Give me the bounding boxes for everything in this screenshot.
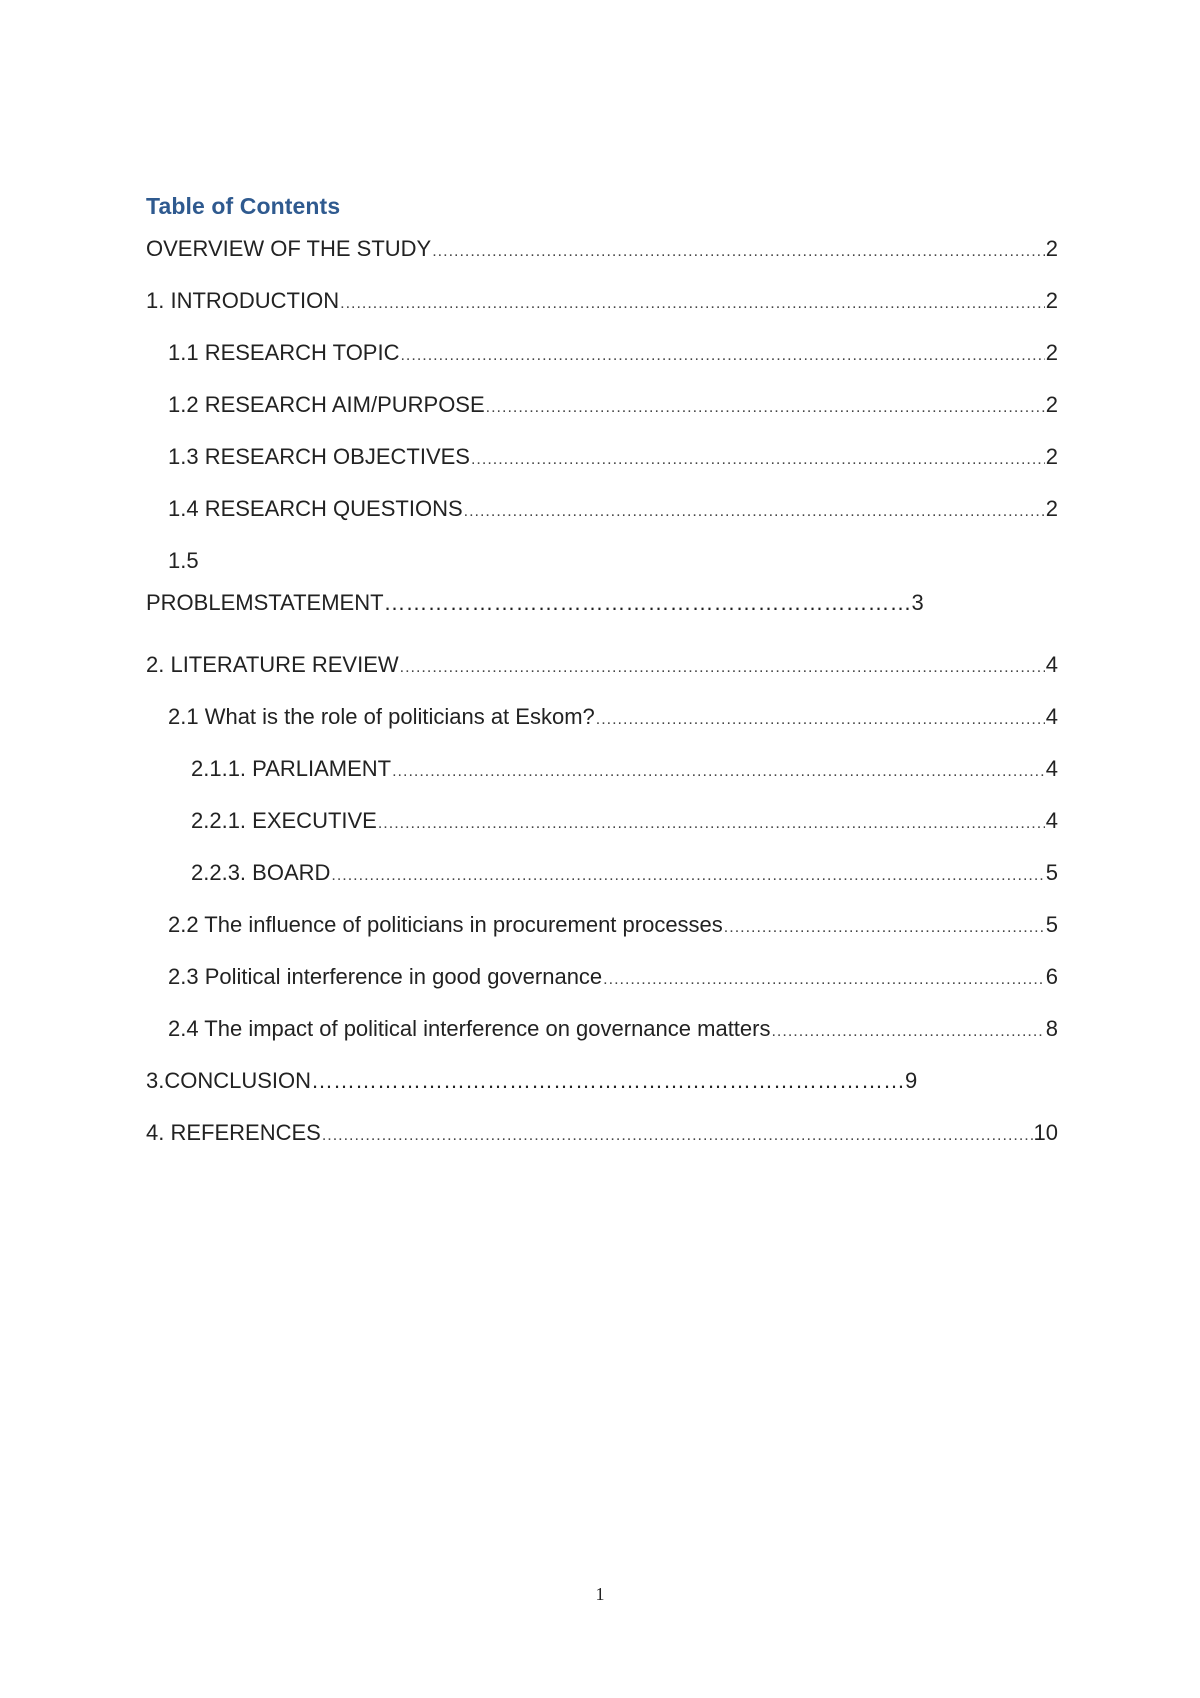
toc-entry-title: 2. LITERATURE REVIEW bbox=[146, 652, 399, 677]
toc-entry-page: 4 bbox=[1045, 652, 1058, 677]
toc-entry-title: 1.3 RESEARCH OBJECTIVES bbox=[168, 444, 470, 469]
toc-entry-page: 2 bbox=[1045, 236, 1058, 261]
toc-entry-page: 4 bbox=[1045, 756, 1058, 781]
toc-entry-research-aim[interactable] bbox=[168, 390, 1058, 420]
toc-entry-problem-statement[interactable]: PROBLEMSTATEMENT………………………………………………………………3 bbox=[146, 590, 924, 615]
toc-entry-research-topic[interactable] bbox=[168, 338, 1058, 368]
toc-entry-political-interference[interactable] bbox=[168, 962, 1058, 992]
toc-entry-page: 2 bbox=[1045, 392, 1058, 417]
toc-entry-page: 8 bbox=[1045, 1016, 1058, 1041]
toc-entry-introduction[interactable] bbox=[146, 286, 1058, 316]
dot-leader bbox=[400, 341, 1044, 371]
toc-entry-title: 1.2 RESEARCH AIM/PURPOSE bbox=[168, 392, 485, 417]
toc-entry-page: 6 bbox=[1045, 964, 1058, 989]
dot-leader bbox=[464, 497, 1045, 527]
toc-entry-title: 2.2.1. EXECUTIVE bbox=[191, 808, 377, 833]
toc-entry-literature-review[interactable] bbox=[146, 650, 1058, 680]
toc-entry-title: 2.4 The impact of political interference on governance matters bbox=[168, 1016, 771, 1041]
toc-entry-references[interactable] bbox=[146, 1118, 1058, 1148]
dot-leader bbox=[471, 445, 1045, 475]
toc-heading: Table of Contents bbox=[146, 193, 341, 219]
toc-entry-page: 4 bbox=[1045, 704, 1058, 729]
dot-leader bbox=[322, 1121, 1033, 1151]
dot-leader bbox=[724, 913, 1045, 943]
toc-entry-impact-of-interference[interactable] bbox=[168, 1014, 1058, 1044]
toc-entry-title: 1.1 RESEARCH TOPIC bbox=[168, 340, 400, 365]
toc-entry-parliament[interactable] bbox=[191, 754, 1058, 784]
toc-entry-page: 4 bbox=[1045, 808, 1058, 833]
toc-entry-title: 2.3 Political interference in good governance bbox=[168, 964, 603, 989]
dot-leader bbox=[400, 653, 1045, 683]
toc-entry-conclusion[interactable]: 3.CONCLUSION………………………………………………………………………9 bbox=[146, 1068, 918, 1093]
dot-leader bbox=[392, 757, 1045, 787]
toc-entry-role-of-politicians[interactable] bbox=[168, 702, 1058, 732]
toc-entry-page: 2 bbox=[1045, 444, 1058, 469]
dot-leader bbox=[486, 393, 1045, 423]
dot-leader bbox=[340, 289, 1045, 319]
toc-entry-page: 2 bbox=[1045, 496, 1058, 521]
toc-entry-title: 1.4 RESEARCH QUESTIONS bbox=[168, 496, 463, 521]
toc-entry-page: 5 bbox=[1045, 860, 1058, 885]
toc-entry-title: 4. REFERENCES bbox=[146, 1120, 321, 1145]
toc-entry-page: 10 bbox=[1033, 1120, 1058, 1145]
toc-entry-title: 2.2 The influence of politicians in procurement processes bbox=[168, 912, 723, 937]
toc-entry-title: 2.1.1. PARLIAMENT bbox=[191, 756, 392, 781]
dot-leader bbox=[432, 237, 1045, 267]
toc-entry-title: 2.1 What is the role of politicians at Eskom? bbox=[168, 704, 595, 729]
toc-entry-page: 5 bbox=[1045, 912, 1058, 937]
toc-entry-page: 2 bbox=[1045, 340, 1058, 365]
toc-entry-research-objectives[interactable] bbox=[168, 442, 1058, 472]
dot-leader bbox=[771, 1017, 1044, 1047]
toc-entry-title: 2.2.3. BOARD bbox=[191, 860, 331, 885]
dot-leader bbox=[331, 861, 1044, 891]
toc-entry-board[interactable] bbox=[191, 858, 1058, 888]
toc-entry-research-questions[interactable] bbox=[168, 494, 1058, 524]
dot-leader bbox=[603, 965, 1045, 995]
toc-entry-problem-statement-number[interactable]: 1.5 bbox=[168, 548, 199, 573]
toc-entry-title: OVERVIEW OF THE STUDY bbox=[146, 236, 432, 261]
toc-entry-overview[interactable] bbox=[146, 234, 1058, 264]
toc-entry-title: 1. INTRODUCTION bbox=[146, 288, 340, 313]
dot-leader bbox=[596, 705, 1045, 735]
toc-entry-executive[interactable] bbox=[191, 806, 1058, 836]
page-number: 1 bbox=[595, 1584, 605, 1604]
dot-leader bbox=[378, 809, 1045, 839]
toc-entry-procurement-influence[interactable] bbox=[168, 910, 1058, 940]
toc-entry-page: 2 bbox=[1045, 288, 1058, 313]
